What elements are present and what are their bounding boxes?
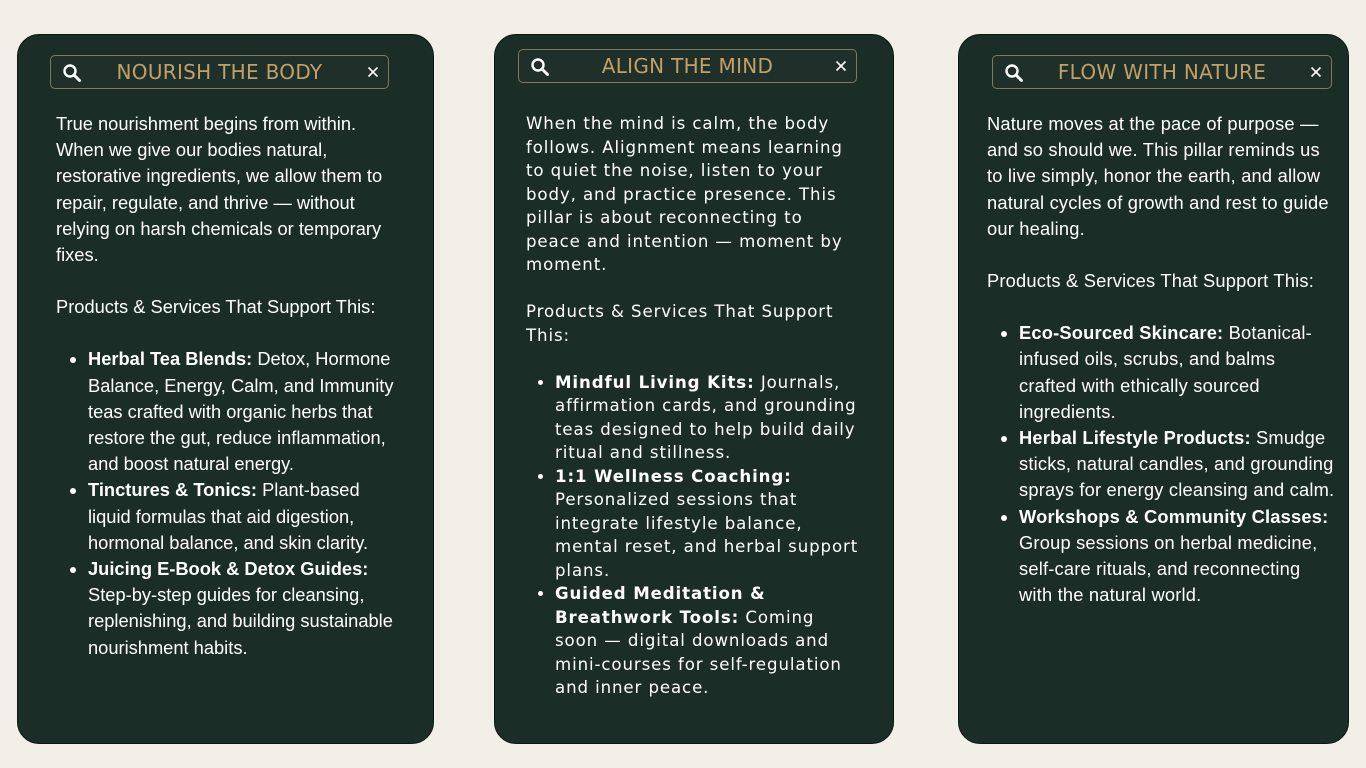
list-item: [1019, 320, 1335, 425]
item-description: Detox, Hormone Balance, Energy, Calm, and Immunity teas crafted with organic herbs that restore the gut, reduce inflammation, and boost natural energy.: [88, 348, 394, 475]
item-name: Juicing E-Book & Detox Guides:: [88, 558, 369, 580]
list-item: [555, 371, 860, 465]
item-name: Workshops & Community Classes:: [1019, 505, 1329, 527]
item-name: Herbal Lifestyle Products:: [1019, 427, 1251, 449]
products-list: [987, 320, 1335, 608]
pillar-card-flow-with-nature: [958, 34, 1349, 744]
item-description: Plant-based liquid formulas that aid digestion, hormonal balance, and skin clarity.: [88, 479, 369, 553]
intro-text: Nature moves at the pace of purpose — and so should we. This pillar reminds us to live simply, honor the earth, and allow natural cycles of growth and rest to guide our healing.: [987, 113, 1329, 239]
search-title[interactable]: NOURISH THE BODY: [116, 60, 323, 84]
pillar-card-align-the-mind: [494, 34, 894, 744]
item-name: Herbal Tea Blends:: [88, 348, 253, 370]
list-item: [1019, 504, 1335, 609]
close-icon[interactable]: [367, 66, 379, 78]
search-icon[interactable]: [62, 63, 82, 83]
products-list: [526, 371, 860, 700]
search-bar[interactable]: [518, 49, 857, 83]
products-subheading: Products & Services That Support This:: [56, 296, 376, 318]
item-name: Tinctures & Tonics:: [88, 479, 257, 501]
pillar-card-nourish-the-body: [17, 34, 434, 744]
card-content: [987, 111, 1335, 608]
intro-text: When the mind is calm, the body follows. Alignment means learning to quiet the noise, listen to your body, and practice presence. This pillar is about reconnecting to peace and intention — moment by moment.: [526, 114, 843, 274]
item-description: Personalized sessions that integrate lifestyle balance, mental reset, and herbal support plans.: [555, 490, 859, 580]
item-name: Guided Meditation & Breathwork Tools:: [555, 584, 766, 627]
item-name: Mindful Living Kits:: [555, 372, 755, 392]
intro-text: True nourishment begins from within. When we give our bodies natural, restorative ingredients, we allow them to repair, regulate, and thrive — without relying on harsh chemicals or temporary fixes.: [56, 113, 383, 266]
search-title[interactable]: ALIGN THE MIND: [601, 54, 774, 78]
list-item: [88, 556, 404, 661]
card-content: [56, 111, 404, 661]
close-icon[interactable]: [835, 60, 847, 72]
list-item: [555, 465, 860, 583]
close-icon[interactable]: [1310, 66, 1322, 78]
item-name: Eco-Sourced Skincare:: [1019, 322, 1224, 344]
search-icon[interactable]: [1004, 63, 1024, 83]
item-description: Botanical-infused oils, scrubs, and balms crafted with ethically sourced ingredients.: [1019, 322, 1312, 422]
item-description: Coming soon — digital downloads and mini-courses for self-regulation and inner peace.: [555, 607, 842, 697]
search-icon[interactable]: [530, 57, 550, 77]
card-content: [526, 112, 860, 700]
list-item: [88, 346, 404, 477]
item-description: Journals, affirmation cards, and grounding teas designed to help build daily ritual and stillness.: [555, 372, 857, 462]
products-subheading: Products & Services That Support This:: [526, 302, 834, 345]
item-description: Smudge sticks, natural candles, and grounding sprays for energy cleansing and calm.: [1019, 427, 1335, 501]
item-name: 1:1 Wellness Coaching:: [555, 466, 792, 486]
list-item: [88, 477, 404, 556]
list-item: [555, 582, 860, 700]
list-item: [1019, 425, 1335, 504]
search-bar[interactable]: [50, 55, 389, 89]
item-description: Step-by-step guides for cleansing, replenishing, and building sustainable nourishment habits.: [88, 584, 393, 658]
search-title[interactable]: FLOW WITH NATURE: [1057, 60, 1267, 84]
products-subheading: Products & Services That Support This:: [987, 270, 1314, 292]
item-description: Group sessions on herbal medicine, self-care rituals, and reconnecting with the natural world.: [1019, 531, 1318, 606]
products-list: [56, 346, 404, 660]
search-bar[interactable]: [992, 55, 1332, 89]
